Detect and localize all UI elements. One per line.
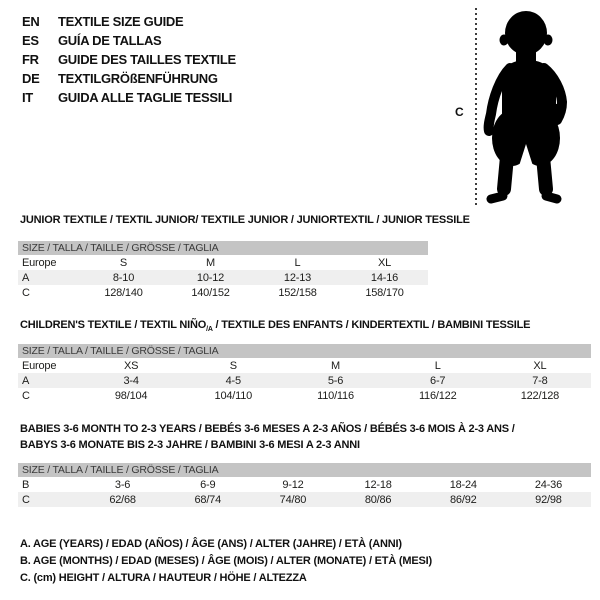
size-cell: 80/86 xyxy=(364,493,392,506)
language-label: TEXTILGRÖßENFÜHRUNG xyxy=(58,71,218,86)
row-label: A xyxy=(22,374,30,387)
size-cell: 128/140 xyxy=(104,286,143,299)
size-header-bar: SIZE / TALLA / TAILLE / GRÖSSE / TAGLIA xyxy=(18,463,591,477)
size-cell: 18-24 xyxy=(449,478,477,491)
table-row-height xyxy=(18,492,591,507)
legend-line-b: B. AGE (MONTHS) / EDAD (MESES) / ÂGE (MOIS) / ALTER (MONATE) / ETÀ (MESI) xyxy=(20,555,432,567)
size-cell: M xyxy=(331,359,340,372)
children-title-text: CHILDREN'S TEXTILE / TEXTIL NIÑO xyxy=(20,319,207,331)
row-label: A xyxy=(22,271,30,284)
language-code: DE xyxy=(22,71,40,86)
size-cell: 12-13 xyxy=(283,271,312,284)
size-cell: 116/122 xyxy=(418,389,457,402)
table-row-age-months xyxy=(18,477,591,492)
size-cell: 5-6 xyxy=(327,374,344,387)
size-cell: 14-16 xyxy=(370,271,399,284)
legend-line-c: C. (cm) HEIGHT / ALTURA / HAUTEUR / HÖHE / ALTEZZA xyxy=(20,572,307,584)
size-cell: S xyxy=(119,256,128,269)
size-cell: 110/116 xyxy=(317,389,354,402)
row-label: Europe xyxy=(22,256,57,269)
size-cell: 9-12 xyxy=(282,478,304,491)
measurement-legend xyxy=(20,536,432,587)
row-label: Europe xyxy=(22,359,57,372)
size-cell: XL xyxy=(533,359,547,372)
size-cell: 62/68 xyxy=(109,493,136,506)
language-label: TEXTILE SIZE GUIDE xyxy=(58,14,184,29)
size-cell: L xyxy=(434,359,441,372)
babies-title-line2: BABYS 3-6 MONATE BIS 2-3 JAHRE / BAMBINI 3-6 MESI A 2-3 ANNI xyxy=(20,439,360,451)
language-row-fr xyxy=(22,50,236,69)
height-c-label: C xyxy=(455,105,464,119)
language-row-it xyxy=(22,88,236,107)
size-cell: 6-7 xyxy=(430,374,446,387)
children-table-title xyxy=(20,319,530,333)
baby-silhouette-icon xyxy=(478,8,574,206)
size-cell: L xyxy=(294,256,301,269)
babies-title-line1: BABIES 3-6 MONTH TO 2-3 YEARS / BEBÉS 3-6 MESES A 2-3 AÑOS / BÉBÉS 3-6 MOIS À 2-3 ANS / xyxy=(20,423,515,435)
legend-line-a: A. AGE (YEARS) / EDAD (AÑOS) / ÂGE (ANS) / ALTER (JAHRE) / ETÀ (ANNI) xyxy=(20,538,402,550)
table-row-age-years xyxy=(18,270,428,285)
language-code: EN xyxy=(22,14,40,29)
table-row-age-years xyxy=(18,373,591,388)
size-cell: 158/170 xyxy=(365,286,404,299)
language-row-de xyxy=(22,69,236,88)
children-title-text: / TEXTILE DES ENFANTS / KINDERTEXTIL / BAMBINI TESSILE xyxy=(212,319,531,331)
table-row-height xyxy=(18,388,591,403)
size-header-bar: SIZE / TALLA / TAILLE / GRÖSSE / TAGLIA xyxy=(18,241,428,255)
size-cell: 12-18 xyxy=(364,478,392,491)
size-header-bar: SIZE / TALLA / TAILLE / GRÖSSE / TAGLIA xyxy=(18,344,591,358)
junior-table-title: JUNIOR TEXTILE / TEXTIL JUNIOR/ TEXTILE JUNIOR / JUNIORTEXTIL / JUNIOR TESSILE xyxy=(20,214,470,226)
size-cell: 4-5 xyxy=(225,374,241,387)
junior-size-table xyxy=(18,241,428,300)
size-cell: 122/128 xyxy=(520,389,560,402)
size-cell: 68/74 xyxy=(194,493,222,506)
size-cell: 3-6 xyxy=(114,478,131,491)
size-cell: M xyxy=(206,256,215,269)
language-code: IT xyxy=(22,90,33,105)
table-row-height xyxy=(18,285,428,300)
babies-table-title xyxy=(20,421,515,453)
size-cell: 104/110 xyxy=(214,389,253,402)
height-dotted-line xyxy=(475,8,477,206)
language-row-en xyxy=(22,12,236,31)
row-label: C xyxy=(22,286,30,299)
language-label: GUIDE DES TAILLES TEXTILE xyxy=(58,52,236,67)
size-cell: 24-36 xyxy=(534,478,563,491)
size-cell: 74/80 xyxy=(279,493,307,506)
language-label: GUÍA DE TALLAS xyxy=(58,33,162,48)
table-row-europe xyxy=(18,358,591,373)
language-code: ES xyxy=(22,33,39,48)
size-cell: 10-12 xyxy=(196,271,225,284)
language-code: FR xyxy=(22,52,39,67)
row-label: C xyxy=(22,493,30,506)
table-row-europe xyxy=(18,255,428,270)
size-cell: XL xyxy=(377,256,392,269)
size-cell: S xyxy=(229,359,237,372)
children-title-subscript: /A xyxy=(206,326,213,334)
row-label: B xyxy=(22,478,30,491)
size-cell: 98/104 xyxy=(114,389,148,402)
size-cell: 92/98 xyxy=(535,493,562,506)
children-size-table xyxy=(18,344,591,403)
size-cell: 86/92 xyxy=(450,493,477,506)
size-cell: 6-9 xyxy=(200,478,216,491)
size-cell: 8-10 xyxy=(112,271,135,284)
size-cell: XS xyxy=(123,359,139,372)
size-cell: 3-4 xyxy=(123,374,139,387)
size-cell: 7-8 xyxy=(532,374,548,387)
row-label: C xyxy=(22,389,30,402)
language-list xyxy=(22,12,236,107)
size-cell: 152/158 xyxy=(278,286,317,299)
language-row-es xyxy=(22,31,236,50)
language-label: GUIDA ALLE TAGLIE TESSILI xyxy=(58,90,233,105)
babies-size-table xyxy=(18,463,591,507)
size-cell: 140/152 xyxy=(191,286,230,299)
